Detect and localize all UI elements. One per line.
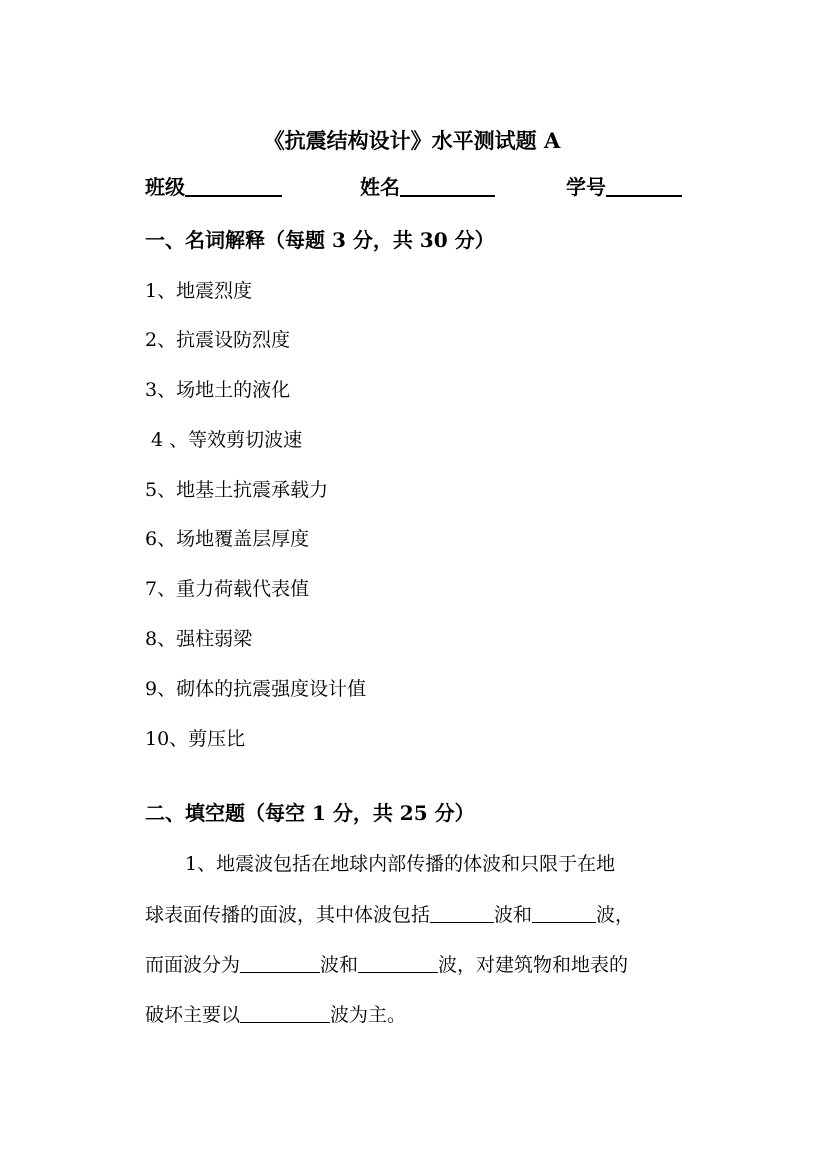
term-item: 4 、等效剪切波速 [145,429,303,451]
section2-heading: 二、填空题（每空 1 分，共 25 分） [145,801,475,825]
class-label: 班级 [145,175,185,199]
student-id-field [566,172,682,202]
term-item: 5、地基土抗震承载力 [145,479,329,501]
term-item: 8、强柱弱梁 [145,628,253,650]
question-text: 波和 [494,904,533,926]
name-field [360,172,495,202]
fill-question-1-line-1: 1、地震波包括在地球内部传播的体波和只限于在地 [185,853,616,875]
student-id-label: 学号 [566,175,606,199]
student-id-blank[interactable] [606,173,682,197]
exam-title: 《抗震结构设计》水平测试题 A [263,128,561,153]
question-text: 球表面传播的面波，其中体波包括 [145,904,431,926]
term-item: 3、场地土的液化 [145,379,291,401]
answer-blank[interactable] [358,952,438,973]
question-text: 而面波分为 [145,954,241,976]
term-item: 6、场地覆盖层厚度 [145,528,310,550]
term-item: 7、重力荷载代表值 [145,578,310,600]
fill-question-1-line-3 [145,950,628,980]
class-field [145,172,282,202]
term-item: 10、剪压比 [145,728,246,750]
answer-blank[interactable] [240,952,320,973]
question-text: 波， [596,904,635,926]
fill-question-1-line-2 [145,900,634,930]
answer-blank[interactable] [532,902,596,923]
section1-heading: 一、名词解释（每题 3 分，共 30 分） [145,228,495,252]
question-text: 波为主。 [330,1004,407,1026]
question-text: 波和 [320,954,359,976]
answer-blank[interactable] [240,1002,330,1023]
question-text: 破坏主要以 [145,1004,241,1026]
term-item: 1、地震烈度 [145,280,253,302]
name-blank[interactable] [400,173,495,197]
term-item: 2、抗震设防烈度 [145,329,291,351]
class-blank[interactable] [185,173,282,197]
term-item: 9、砌体的抗震强度设计值 [145,678,367,700]
answer-blank[interactable] [430,902,494,923]
question-text: 波，对建筑物和地表的 [438,954,629,976]
fill-question-1-line-4 [145,1000,406,1030]
name-label: 姓名 [360,175,400,199]
